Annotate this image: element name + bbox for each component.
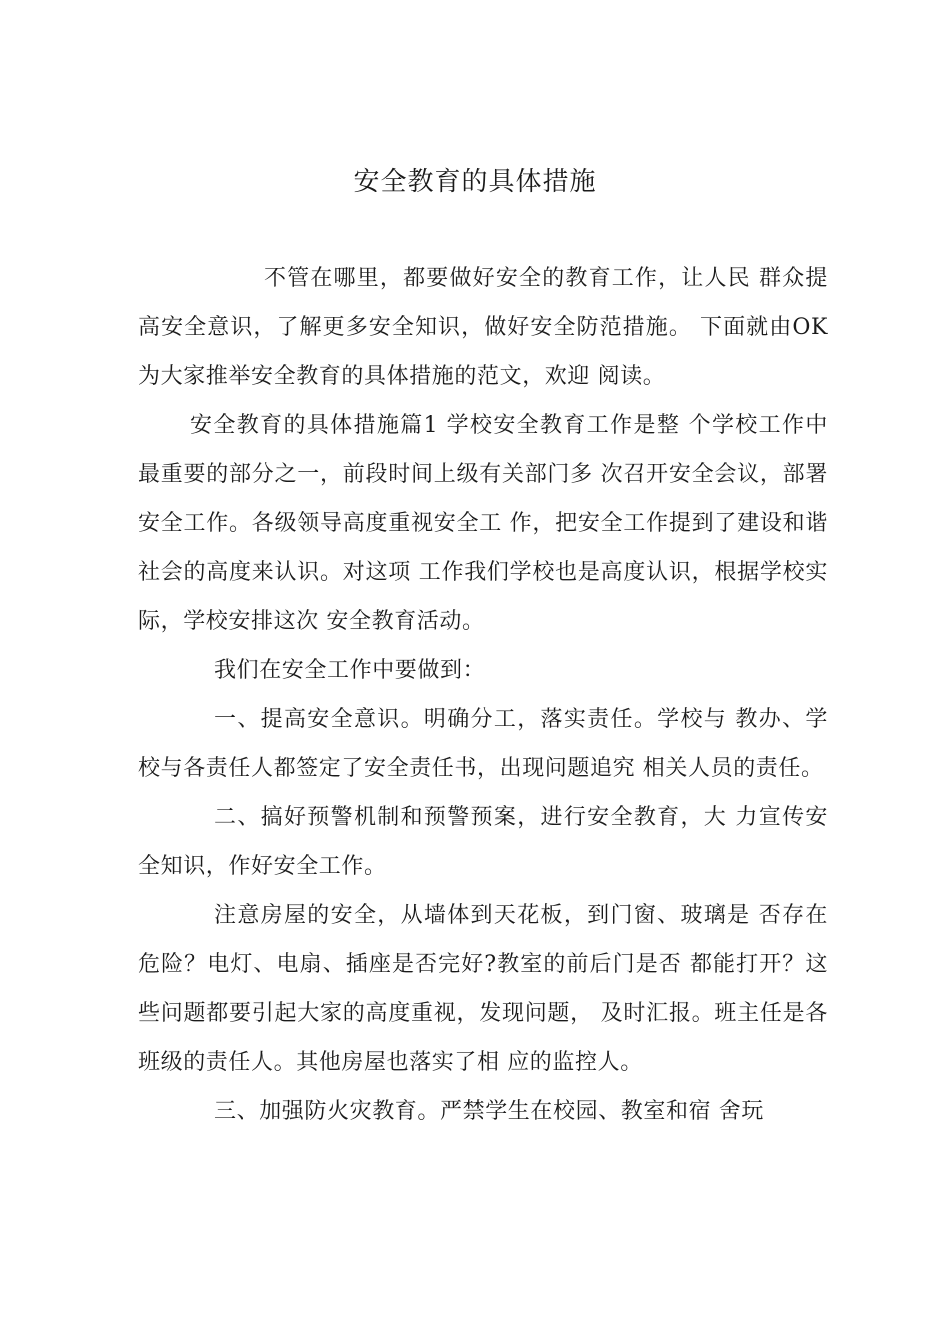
document-title: 安全教育的具体措施 <box>353 167 597 197</box>
paragraph-requirements-lead: 我们在安全工作中要做到： <box>214 658 486 683</box>
document-body <box>138 254 828 1136</box>
paragraph-section-1: 安全教育的具体措施篇1 学校安全教育工作是整 个学校工作中最重要的部分之一，前段时间上级有关部门多 次召开安全会议，部署安全工作。各级领导高度重视安全工 作，把安全工作提到了建设和谐社会的高度来认识。对这项 工作我们学校也是高度认识，根据学校实际，学校安排这次 安全教育活动。 <box>138 413 828 634</box>
paragraph-item-3: 三、加强防火灾教育。严禁学生在校园、教室和宿 舍玩 <box>214 1099 764 1124</box>
paragraph-item-1: 一、提高安全意识。明确分工，落实责任。学校与 教办、学校与各责任人都签定了安全责任书，出现问题追究 相关人员的责任。 <box>138 707 828 781</box>
paragraph-intro: 不管在哪里，都要做好安全的教育工作，让人民 群众提高安全意识，了解更多安全知识，做好安全防范措施。 下面就由OK为大家推举安全教育的具体措施的范文，欢迎 阅读。 <box>138 266 828 389</box>
paragraph-item-2: 二、搞好预警机制和预警预案，进行安全教育，大 力宣传安全知识，作好安全工作。 <box>138 805 828 879</box>
paragraph-room-safety: 注意房屋的安全，从墙体到天花板，到门窗、玻璃是 否存在危险？电灯、电扇、插座是否完好?教室的前后门是否 都能打开？这些问题都要引起大家的高度重视，发现问题， 及时汇报。班主任是各班级的责任人。其他房屋也落实了相 应的监控人。 <box>138 903 828 1075</box>
